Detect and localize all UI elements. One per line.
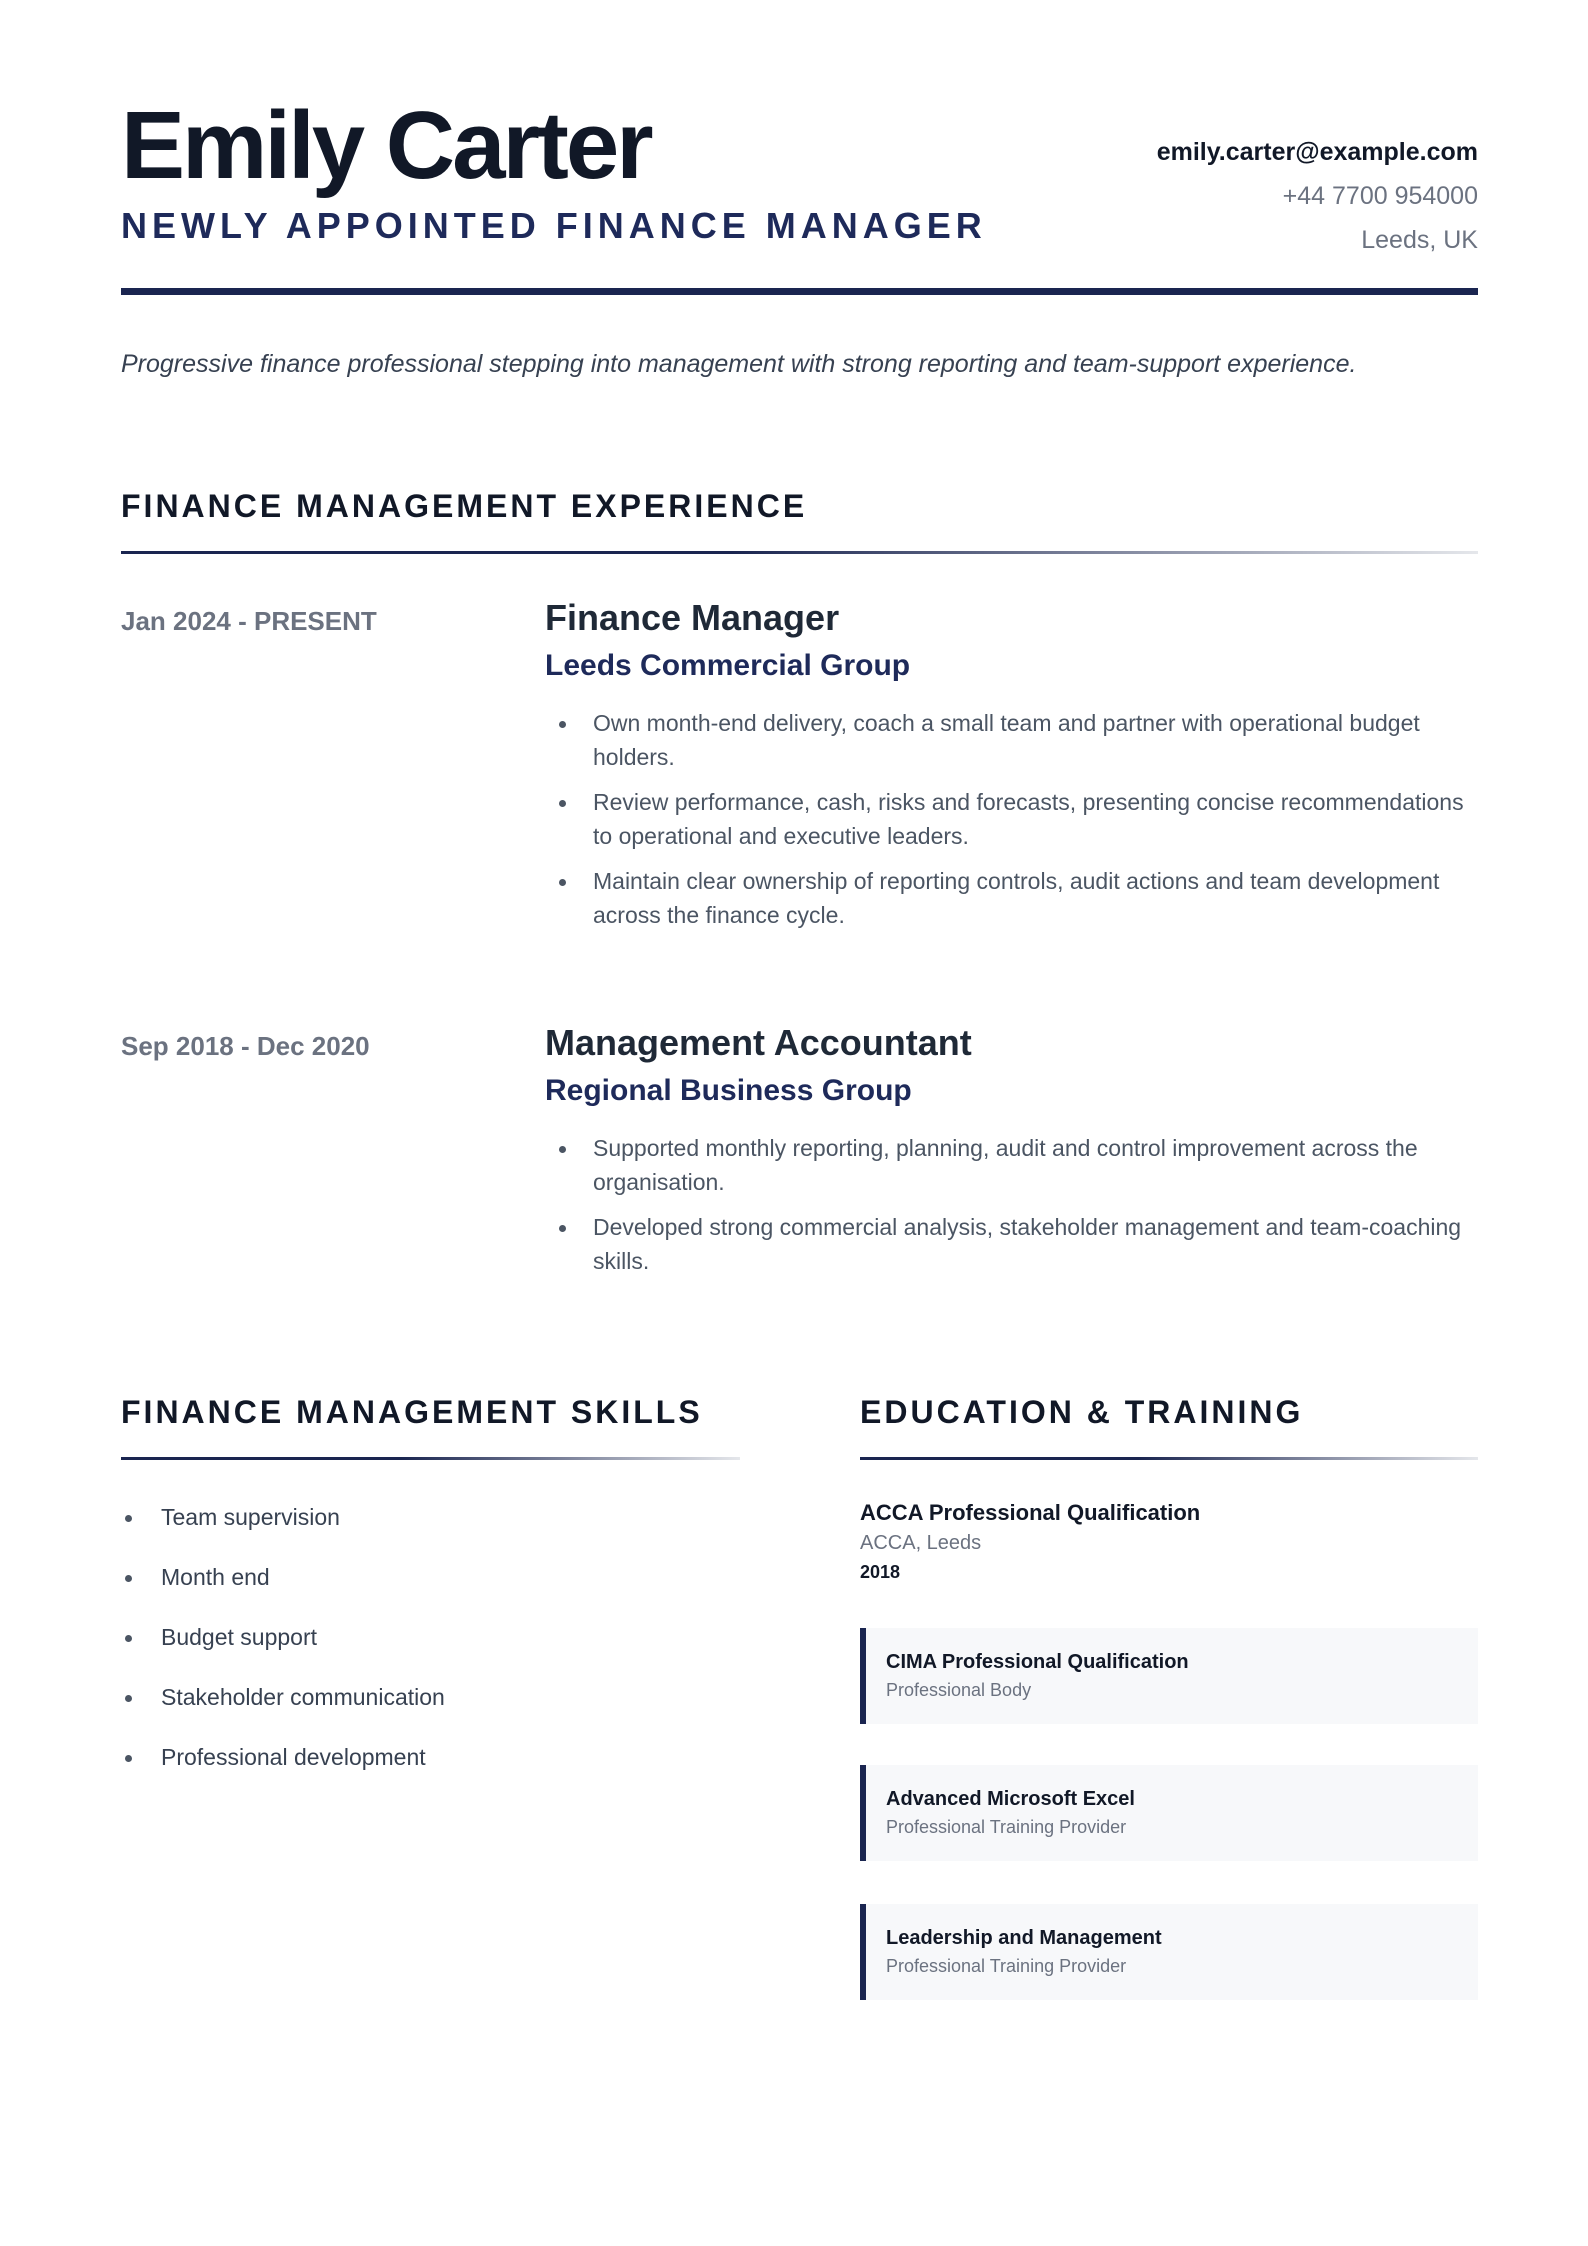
skill-item: Professional development	[121, 1740, 445, 1774]
training-title: Advanced Microsoft Excel	[886, 1788, 1135, 1810]
skills-divider	[121, 1457, 740, 1460]
experience-divider	[121, 551, 1478, 554]
profile-summary: Progressive finance professional stepping into management with strong reporting and team-support experience.	[121, 350, 1357, 378]
skill-item: Budget support	[121, 1620, 445, 1654]
training-title: CIMA Professional Qualification	[886, 1651, 1189, 1673]
training-card	[860, 1765, 1478, 1861]
education-entry	[860, 1498, 1200, 1586]
skill-item: Month end	[121, 1560, 445, 1594]
job-bullet: Supported monthly reporting, planning, audit and control improvement across the organisation.	[545, 1131, 1478, 1199]
training-provider: Professional Body	[886, 1680, 1032, 1700]
training-title: Leadership and Management	[886, 1927, 1162, 1949]
job-details	[545, 596, 1478, 943]
training-provider: Professional Training Provider	[886, 1956, 1127, 1976]
education-heading: EDUCATION & TRAINING	[860, 1394, 1304, 1430]
training-provider: Professional Training Provider	[886, 1817, 1127, 1837]
job-bullets	[545, 1131, 1478, 1278]
skills-heading: FINANCE MANAGEMENT SKILLS	[121, 1394, 703, 1430]
job-title: Finance Manager	[545, 597, 840, 638]
job-bullet: Review performance, cash, risks and forecasts, presenting concise recommendations to operational and executive leaders.	[545, 785, 1478, 853]
job-company: Leeds Commercial Group	[545, 649, 911, 682]
qualification-year: 2018	[860, 1562, 901, 1582]
job-title: Management Accountant	[545, 1022, 972, 1063]
skill-item: Team supervision	[121, 1500, 445, 1534]
training-card	[860, 1904, 1478, 2000]
job-company: Regional Business Group	[545, 1074, 912, 1107]
job-bullet: Own month-end delivery, coach a small team and partner with operational budget holders.	[545, 706, 1478, 774]
experience-heading: FINANCE MANAGEMENT EXPERIENCE	[121, 488, 808, 524]
header-divider	[121, 288, 1478, 295]
candidate-name: Emily Carter	[121, 92, 651, 199]
contact-phone: +44 7700 954000	[1282, 182, 1478, 210]
candidate-role: NEWLY APPOINTED FINANCE MANAGER	[121, 205, 987, 246]
training-card	[860, 1628, 1478, 1724]
skill-item: Stakeholder communication	[121, 1680, 445, 1714]
job-dates: Sep 2018 - Dec 2020	[121, 1031, 370, 1061]
contact-email: emily.carter@example.com	[1156, 138, 1478, 166]
qualification-title: ACCA Professional Qualification	[860, 1500, 1201, 1525]
job-dates: Jan 2024 - PRESENT	[121, 606, 377, 636]
qualification-provider: ACCA, Leeds	[860, 1532, 982, 1554]
job-details	[545, 1021, 1478, 1289]
job-bullets	[545, 706, 1478, 932]
resume-header	[121, 92, 1478, 296]
contact-block	[1157, 130, 1478, 262]
job-bullet: Maintain clear ownership of reporting controls, audit actions and team development across the finance cycle.	[545, 864, 1478, 932]
education-divider	[860, 1457, 1478, 1460]
job-bullet: Developed strong commercial analysis, stakeholder management and team-coaching skills.	[545, 1210, 1478, 1278]
contact-location: Leeds, UK	[1361, 226, 1478, 254]
skills-list	[121, 1500, 445, 1800]
